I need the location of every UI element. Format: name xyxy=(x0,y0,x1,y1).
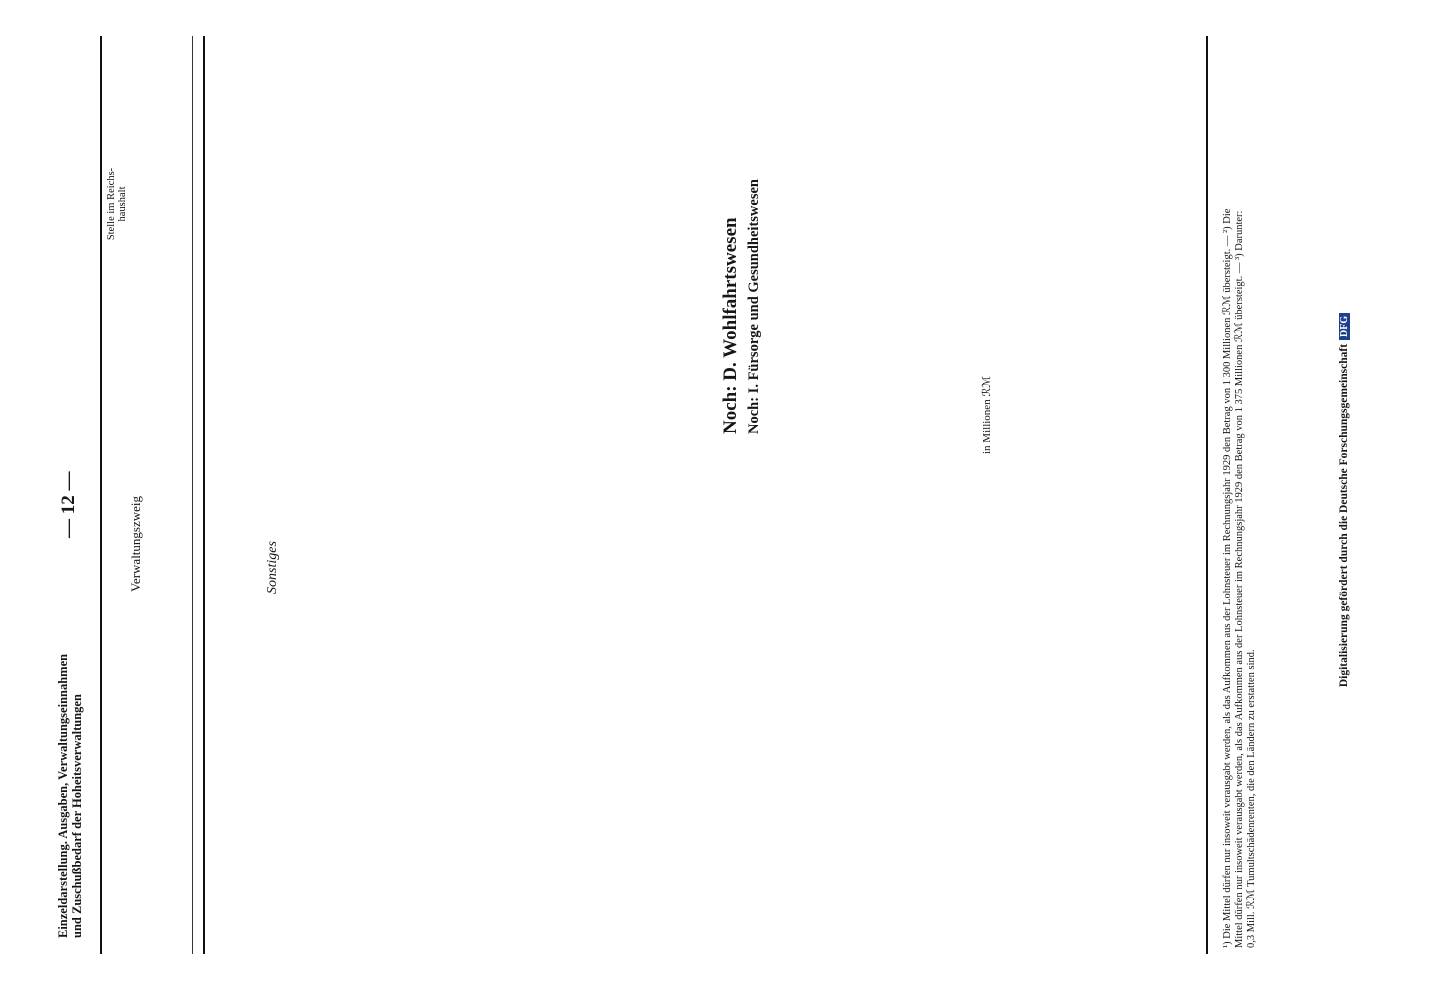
data-table xyxy=(100,36,1210,954)
page-header xyxy=(56,654,84,938)
header-line-1: Einzeldarstellung. Ausgaben, Verwaltungseinnahmen xyxy=(56,653,70,938)
table-top-rule xyxy=(100,36,102,954)
column-head-stelle: Stelle im Reichs-haushalt xyxy=(106,167,128,241)
table-header-rule-2 xyxy=(203,36,205,954)
dfg-logo: DFG xyxy=(1339,313,1350,340)
side-note-text: Digitalisierung gefördert durch die Deutsche Forschungsgemeinschaft xyxy=(1338,343,1350,688)
subsection-title: Noch: I. Fürsorge und Gesundheitswesen xyxy=(746,179,762,434)
footnote-line-2: Mittel dürfen nur insoweit verausgabt werden, als das Aufkommen aus der Lohnsteuer im Rechnungsjahr 1929 den Betrag von 1 375 Millionen ℛℳ übersteigt. — ³) Darunter: xyxy=(1234,210,1245,948)
unit-label: in Millionen ℛℳ xyxy=(981,376,993,454)
footnote-line-1: ¹) Die Mittel dürfen nur insoweit verausgabt werden, als das Aufkommen aus der Lohnsteuer im Rechnungsjahr 1929 den Betrag von 1 300 Millionen ℛℳ übersteigt. — ²) Die xyxy=(1222,208,1233,948)
side-note xyxy=(1338,0,1350,1000)
page-number: — 12 — xyxy=(58,471,79,538)
section-title: Noch: D. Wohlfahrtswesen xyxy=(720,217,741,434)
column-head-zweig: Verwaltungszweig xyxy=(128,495,143,593)
footnotes xyxy=(1222,209,1258,948)
table-header-rule xyxy=(192,36,193,954)
table-bottom-rule xyxy=(1206,36,1208,954)
header-line-2: und Zuschußbedarf der Hoheitsverwaltungen xyxy=(70,694,84,938)
group-title: Sonstiges xyxy=(265,541,280,594)
footnote-line-3: 0,3 Mill. ℛℳ Tumultschädenrenten, die den Ländern zu erstatten sind. xyxy=(1246,649,1257,948)
